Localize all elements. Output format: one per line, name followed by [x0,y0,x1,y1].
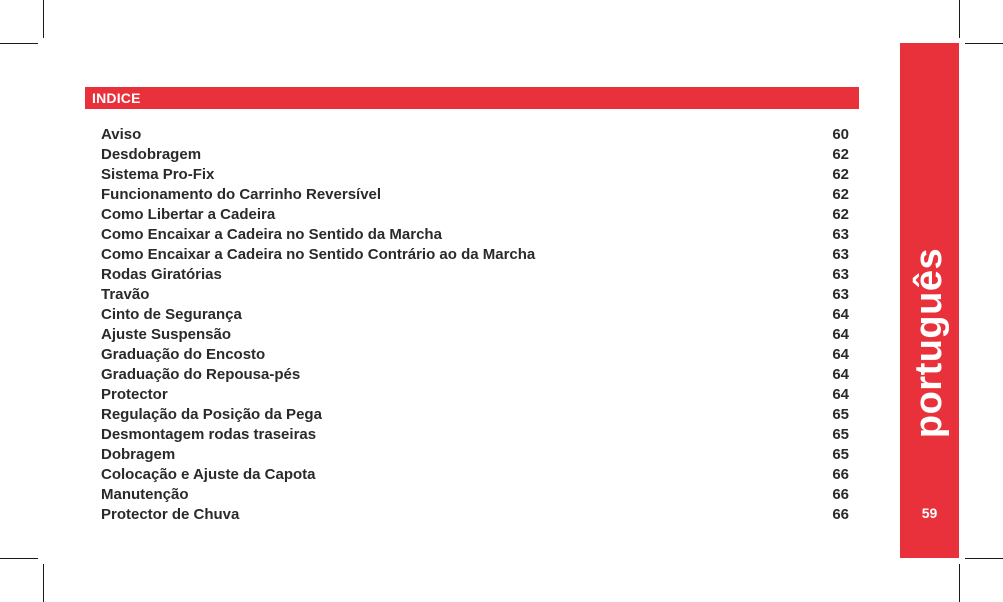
toc-entry [101,385,849,405]
toc-entry-page: 60 [832,126,849,143]
toc-entry-label: Como Encaixar a Cadeira no Sentido da Marcha [101,226,442,243]
toc-entry-label: Rodas Giratórias [101,266,222,283]
toc-entry-page: 64 [832,346,849,363]
toc-entry-label: Protector [101,386,168,403]
toc-entry [101,245,849,265]
toc-entry-page: 62 [832,166,849,183]
toc-entry-label: Dobragem [101,446,176,463]
crop-mark-top-right-vertical [959,0,960,38]
toc-entry-page: 64 [832,326,849,343]
toc-entry [101,485,849,505]
crop-mark-top-right-horizontal [965,43,1003,44]
toc-entry-label: Cinto de Segurança [101,306,242,323]
crop-mark-top-left-vertical [43,0,44,38]
toc-entry-page: 62 [832,206,849,223]
index-header-bar [85,87,859,109]
crop-mark-bottom-right-horizontal [965,558,1003,559]
toc-entry-page: 63 [832,266,849,283]
crop-mark-bottom-left-horizontal [0,558,38,559]
toc-entry-page: 62 [832,186,849,203]
toc-entry [101,205,849,225]
toc-entry [101,125,849,145]
toc-entry-label: Protector de Chuva [101,506,240,523]
toc-entry-label: Desdobragem [101,146,202,163]
toc-entry-page: 65 [832,406,849,423]
toc-entry-page: 65 [832,426,849,443]
toc-entry-page: 63 [832,226,849,243]
toc-entry-page: 66 [832,506,849,523]
language-side-tab [900,43,959,558]
toc-entry-label: Como Libertar a Cadeira [101,206,276,223]
toc-entry [101,325,849,345]
crop-mark-bottom-left-vertical [43,564,44,602]
toc-entry-page: 66 [832,486,849,503]
toc-entry-label: Como Encaixar a Cadeira no Sentido Contrário ao da Marcha [101,246,536,263]
toc-entry-page: 62 [832,146,849,163]
toc-entry-label: Aviso [101,126,142,143]
toc-entry [101,225,849,245]
toc-entry [101,165,849,185]
toc-entry-label: Sistema Pro-Fix [101,166,215,183]
toc-entry-label: Graduação do Repousa-pés [101,366,301,383]
toc-entry-page: 63 [832,246,849,263]
toc-entry-label: Travão [101,286,150,303]
toc-entry-label: Manutenção [101,486,189,503]
toc-entry [101,425,849,445]
index-title: INDICE [92,90,141,106]
toc-entry-label: Funcionamento do Carrinho Reversível [101,186,382,203]
toc-entry [101,465,849,485]
toc-entry-label: Regulação da Posição da Pega [101,406,322,423]
toc-entry [101,505,849,525]
toc-entry [101,285,849,305]
toc-entry-label: Graduação do Encosto [101,346,266,363]
toc-entry-page: 64 [832,366,849,383]
toc-entry-page: 65 [832,446,849,463]
toc-entry-label: Desmontagem rodas traseiras [101,426,317,443]
toc-entry-page: 66 [832,466,849,483]
toc-entry-page: 64 [832,306,849,323]
toc-entry-page: 63 [832,286,849,303]
toc-entry-page: 64 [832,386,849,403]
toc-entry [101,405,849,425]
table-of-contents [101,125,849,525]
toc-entry [101,265,849,285]
toc-entry [101,145,849,165]
toc-entry [101,185,849,205]
toc-entry-label: Ajuste Suspensão [101,326,232,343]
crop-mark-top-left-horizontal [0,43,38,44]
toc-entry [101,365,849,385]
page-number: 59 [921,505,938,521]
toc-entry [101,305,849,325]
crop-mark-bottom-right-vertical [959,564,960,602]
language-label: português [908,247,950,439]
toc-entry-label: Colocação e Ajuste da Capota [101,466,316,483]
toc-entry [101,445,849,465]
toc-entry [101,345,849,365]
